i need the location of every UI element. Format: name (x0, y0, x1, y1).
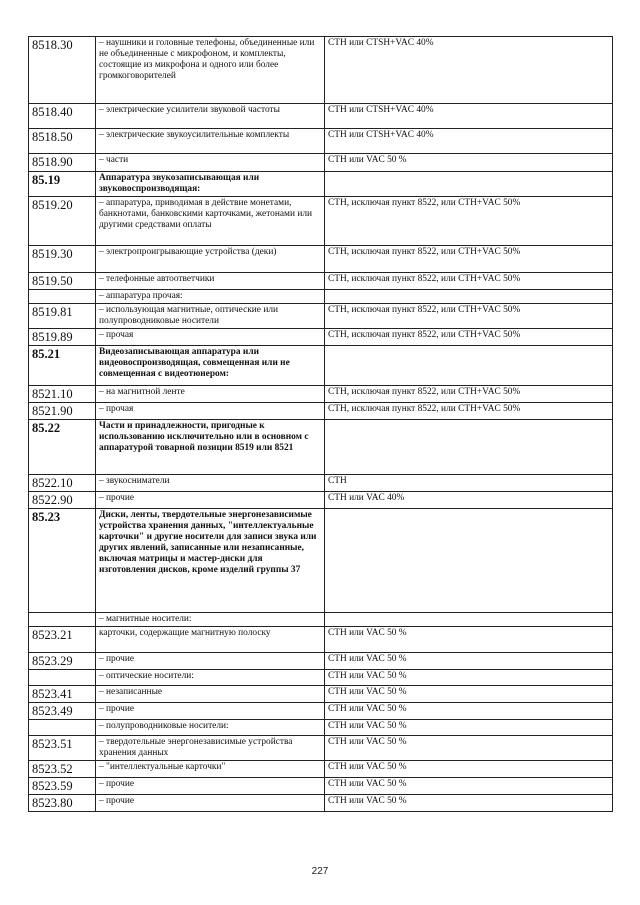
description-cell: – прочая (96, 403, 325, 420)
description-cell: – звукосниматели (96, 475, 325, 492)
origin-rule-cell: СТН или VAC 40% (325, 492, 613, 509)
table-row (29, 154, 613, 172)
hs-code-cell (29, 670, 96, 686)
origin-rule-cell: СТН, исключая пункт 8522, или СТН+VAC 50% (325, 329, 613, 346)
hs-code-cell: 8519.81 (29, 304, 96, 329)
table-row (29, 613, 613, 627)
origin-rule-cell (325, 420, 613, 475)
hs-code-cell: 8518.90 (29, 154, 96, 172)
description-cell: – прочие (96, 795, 325, 812)
hs-code-cell: 8521.90 (29, 403, 96, 420)
description-cell: – прочая (96, 329, 325, 346)
origin-rule-cell: СТН, исключая пункт 8522, или СТН+VAC 50% (325, 246, 613, 273)
origin-rule-cell: СТН, исключая пункт 8522, или СТН+VAC 50% (325, 304, 613, 329)
hs-code-cell: 8523.51 (29, 736, 96, 761)
origin-rule-cell: СТН, исключая пункт 8522, или СТН+VAC 50% (325, 403, 613, 420)
hs-code-cell: 8518.50 (29, 129, 96, 154)
hs-code-cell: 8518.30 (29, 37, 96, 104)
table-row (29, 197, 613, 246)
table-row (29, 686, 613, 703)
origin-rule-cell: СТН или CTSH+VAC 40% (325, 129, 613, 154)
hs-code-cell: 8522.10 (29, 475, 96, 492)
description-cell: – использующая магнитные, оптические или полупроводниковые носители (96, 304, 325, 329)
description-cell: – телефонные автоответчики (96, 273, 325, 290)
table-row (29, 386, 613, 403)
description-cell: Диски, ленты, твердотельные энергонезависимые устройства хранения данных, "интеллектуальные карточки" и другие носители для записи звука или других явлений, записанные или незаписанные, включая матрицы и мастер-диски для изготовления дисков, кроме изделий группы 37 (96, 509, 325, 613)
table-row-heading (29, 172, 613, 197)
origin-rule-cell: СТН (325, 475, 613, 492)
rules-of-origin-table (28, 36, 613, 812)
hs-code-cell: 8521.10 (29, 386, 96, 403)
description-cell: – магнитные носители: (96, 613, 325, 627)
hs-code-cell: 8523.49 (29, 703, 96, 720)
origin-rule-cell: СТН или VAC 50 % (325, 720, 613, 736)
description-cell: Части и принадлежности, пригодные к использованию исключительно или в основном с аппаратурой товарной позиции 8519 или 8521 (96, 420, 325, 475)
description-cell: – электропроигрывающие устройства (деки) (96, 246, 325, 273)
origin-rule-cell: СТН или VAC 50 % (325, 627, 613, 653)
origin-rule-cell: СТН или VAC 50 % (325, 703, 613, 720)
origin-rule-cell: СТН или VAC 50 % (325, 795, 613, 812)
table-row (29, 492, 613, 509)
description-cell: – "интеллектуальные карточки" (96, 761, 325, 778)
hs-code-cell: 8519.50 (29, 273, 96, 290)
description-cell: Аппаратура звукозаписывающая или звуковоспроизводящая: (96, 172, 325, 197)
description-cell: Видеозаписывающая аппаратура или видеовоспроизводящая, совмещенная или не совмещенная с видеотюнером: (96, 346, 325, 386)
description-cell: – прочие (96, 778, 325, 795)
hs-code-cell (29, 720, 96, 736)
description-cell: – прочие (96, 492, 325, 509)
description-cell: – прочие (96, 703, 325, 720)
table-row (29, 104, 613, 129)
table-row (29, 129, 613, 154)
hs-code-cell: 8523.41 (29, 686, 96, 703)
description-cell: карточки, содержащие магнитную полоску (96, 627, 325, 653)
description-cell: – прочие (96, 653, 325, 670)
hs-code-cell: 8523.52 (29, 761, 96, 778)
hs-code-cell: 8522.90 (29, 492, 96, 509)
table-row (29, 475, 613, 492)
table-row-heading (29, 346, 613, 386)
description-cell: – твердотельные энергонезависимые устройства хранения данных (96, 736, 325, 761)
origin-rule-cell (325, 346, 613, 386)
description-cell: – части (96, 154, 325, 172)
table-row (29, 761, 613, 778)
table-row (29, 670, 613, 686)
description-cell: – полупроводниковые носители: (96, 720, 325, 736)
hs-code-cell (29, 290, 96, 304)
origin-rule-cell: СТН или VAC 50 % (325, 736, 613, 761)
description-cell: – электрические звукоусилительные комплекты (96, 129, 325, 154)
origin-rule-cell: СТН или VAC 50 % (325, 670, 613, 686)
origin-rule-cell (325, 172, 613, 197)
origin-rule-cell: СТН или CTSH+VAC 40% (325, 104, 613, 129)
hs-code-cell: 8519.20 (29, 197, 96, 246)
hs-code-cell: 85.21 (29, 346, 96, 386)
table-row (29, 290, 613, 304)
origin-rule-cell: СТН или VAC 50 % (325, 653, 613, 670)
hs-code-cell: 8523.29 (29, 653, 96, 670)
origin-rule-cell (325, 613, 613, 627)
hs-code-cell: 8519.30 (29, 246, 96, 273)
hs-code-cell: 85.22 (29, 420, 96, 475)
description-cell: – незаписанные (96, 686, 325, 703)
origin-rule-cell: СТН или VAC 50 % (325, 686, 613, 703)
table-body (29, 37, 613, 812)
table-row (29, 653, 613, 670)
table-row (29, 37, 613, 104)
origin-rule-cell (325, 290, 613, 304)
table-row (29, 246, 613, 273)
hs-code-cell: 85.23 (29, 509, 96, 613)
description-cell: – электрические усилители звуковой частоты (96, 104, 325, 129)
table-row (29, 736, 613, 761)
table-row (29, 403, 613, 420)
table-row-heading (29, 509, 613, 613)
hs-code-cell (29, 613, 96, 627)
table-row (29, 720, 613, 736)
table-row (29, 778, 613, 795)
table-row-heading (29, 420, 613, 475)
description-cell: – аппаратура, приводимая в действие монетами, банкнотами, банковскими карточками, жетонами или другими средствами оплаты (96, 197, 325, 246)
origin-rule-cell: СТН или CTSH+VAC 40% (325, 37, 613, 104)
origin-rule-cell: СТН, исключая пункт 8522, или СТН+VAC 50% (325, 386, 613, 403)
hs-code-cell: 8523.21 (29, 627, 96, 653)
table-row (29, 627, 613, 653)
hs-code-cell: 8518.40 (29, 104, 96, 129)
table-row (29, 703, 613, 720)
hs-code-cell: 85.19 (29, 172, 96, 197)
table-row (29, 795, 613, 812)
table-row (29, 273, 613, 290)
origin-rule-cell (325, 509, 613, 613)
origin-rule-cell: СТН, исключая пункт 8522, или СТН+VAC 50% (325, 273, 613, 290)
origin-rule-cell: СТН или VAC 50 % (325, 761, 613, 778)
description-cell: – наушники и головные телефоны, объединенные или не объединенные с микрофоном, и комплекты, состоящие из микрофона и одного или более громкоговорителей (96, 37, 325, 104)
hs-code-cell: 8519.89 (29, 329, 96, 346)
hs-code-cell: 8523.80 (29, 795, 96, 812)
origin-rule-cell: СТН или VAC 50 % (325, 778, 613, 795)
origin-rule-cell: СТН, исключая пункт 8522, или СТН+VAC 50% (325, 197, 613, 246)
page-number: 227 (311, 866, 329, 877)
hs-code-cell: 8523.59 (29, 778, 96, 795)
description-cell: – на магнитной ленте (96, 386, 325, 403)
description-cell: – аппаратура прочая: (96, 290, 325, 304)
table-row (29, 304, 613, 329)
origin-rule-cell: СТН или VAC 50 % (325, 154, 613, 172)
table-row (29, 329, 613, 346)
description-cell: – оптические носители: (96, 670, 325, 686)
